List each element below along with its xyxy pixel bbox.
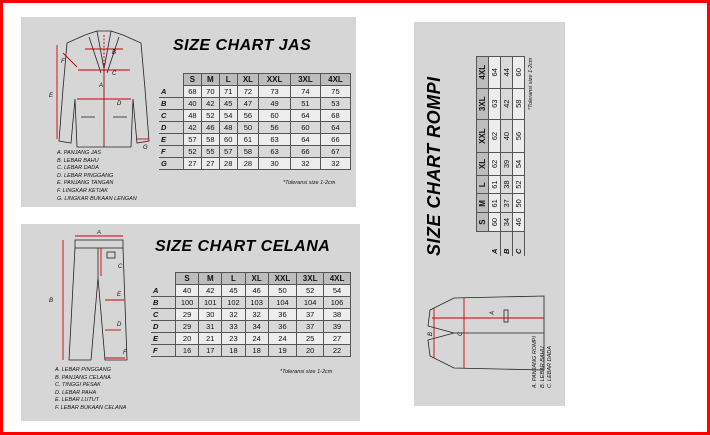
table-cell: 56 xyxy=(237,110,259,122)
table-row xyxy=(489,57,501,257)
table-cell: 39 xyxy=(501,153,513,176)
table-row xyxy=(159,86,351,98)
rompi-size-table xyxy=(476,56,525,256)
pants-label-d: D xyxy=(117,322,122,328)
table-cell: 42 xyxy=(184,122,202,134)
row-label: E xyxy=(159,134,184,146)
rompi-panel xyxy=(414,22,565,406)
table-cell: 60 xyxy=(290,122,320,134)
table-cell: 16 xyxy=(176,345,199,357)
jas-tolerance-note: *Toleransi size 1-2cm xyxy=(283,180,336,186)
table-cell: 20 xyxy=(297,345,324,357)
jas-legend-item: A. PANJANG JAS xyxy=(57,150,101,156)
rompi-title: SIZE CHART ROMPI xyxy=(424,76,444,256)
size-header: XL xyxy=(477,153,489,176)
table-cell: 22 xyxy=(324,345,351,357)
size-header: XXL xyxy=(477,119,489,152)
table-cell: 104 xyxy=(268,297,296,309)
table-header-row xyxy=(159,74,351,86)
table-cell: 66 xyxy=(320,134,350,146)
table-cell: 27 xyxy=(184,158,202,170)
table-cell: 72 xyxy=(237,86,259,98)
table-cell: 75 xyxy=(320,86,350,98)
row-label: B xyxy=(501,232,513,257)
jas-legend-item: G. LINGKAR BUKAAN LENGAN xyxy=(57,195,137,202)
table-cell: 49 xyxy=(259,98,291,110)
row-label: F xyxy=(151,345,176,357)
celana-legend-item: C. TINGGI PESAK xyxy=(55,382,101,389)
pants-label-e: E xyxy=(117,292,122,298)
table-cell: 52 xyxy=(513,175,525,194)
table-cell: 101 xyxy=(199,297,222,309)
table-cell: 36 xyxy=(268,309,296,321)
table-cell: 56 xyxy=(259,122,291,134)
rompi-rotated-content xyxy=(414,22,565,406)
table-cell: 54 xyxy=(219,110,237,122)
table-cell: 32 xyxy=(245,309,268,321)
table-cell: 34 xyxy=(501,213,513,232)
table-row xyxy=(151,321,351,333)
table-cell: 30 xyxy=(199,309,222,321)
table-row xyxy=(159,146,351,158)
row-label: D xyxy=(159,122,184,134)
row-label: F xyxy=(159,146,184,158)
row-label: D xyxy=(151,321,176,333)
table-cell: 60 xyxy=(219,134,237,146)
size-header: XXL xyxy=(259,74,291,86)
table-cell: 58 xyxy=(513,88,525,119)
table-cell: 50 xyxy=(513,194,525,213)
rompi-legend xyxy=(532,336,555,388)
size-header: 4XL xyxy=(477,57,489,89)
pants-label-f: F xyxy=(123,350,127,356)
table-cell: 27 xyxy=(324,333,351,345)
table-cell: 42 xyxy=(199,285,222,297)
size-header: XL xyxy=(245,273,268,285)
jacket-illustration xyxy=(45,29,163,151)
row-label: B xyxy=(151,297,176,309)
table-cell: 46 xyxy=(513,213,525,232)
jas-legend-item: B. LEBAR BAHU xyxy=(57,157,99,164)
table-cell: 54 xyxy=(324,285,351,297)
table-cell: 56 xyxy=(513,119,525,152)
table-cell: 40 xyxy=(184,98,202,110)
table-cell: 73 xyxy=(259,86,291,98)
size-header: 4XL xyxy=(324,273,351,285)
table-cell: 32 xyxy=(320,158,350,170)
row-label: A xyxy=(489,232,501,257)
jas-panel xyxy=(21,17,356,207)
table-cell: 50 xyxy=(237,122,259,134)
rompi-legend-item: A. PANJANG ROMPI xyxy=(532,336,538,388)
table-cell: 60 xyxy=(513,57,525,89)
table-row xyxy=(151,333,351,345)
jacket-label-f: F xyxy=(61,59,65,65)
table-cell: 61 xyxy=(489,194,501,213)
pants-label-c: C xyxy=(118,264,123,270)
table-cell: 64 xyxy=(290,134,320,146)
table-cell: 60 xyxy=(259,110,291,122)
size-header: M xyxy=(201,74,219,86)
pants-illustration xyxy=(45,230,145,366)
table-cell: 52 xyxy=(201,110,219,122)
table-cell: 58 xyxy=(201,134,219,146)
table-cell: 55 xyxy=(201,146,219,158)
jas-size-table xyxy=(159,73,351,170)
jas-legend-item: D. LEBAR PINGGANG xyxy=(57,172,114,179)
celana-legend xyxy=(55,367,126,413)
table-cell: 37 xyxy=(297,321,324,333)
table-cell: 46 xyxy=(245,285,268,297)
table-cell: 106 xyxy=(324,297,351,309)
table-cell: 64 xyxy=(290,110,320,122)
size-header: 3XL xyxy=(477,88,489,119)
celana-legend-item: B. PANJANG CELANA xyxy=(55,374,111,381)
table-cell: 57 xyxy=(184,134,202,146)
table-cell: 32 xyxy=(290,158,320,170)
table-cell: 63 xyxy=(259,134,291,146)
table-cell: 48 xyxy=(184,110,202,122)
table-row xyxy=(151,345,351,357)
celana-legend-item: A. LEBAR PINGGANG xyxy=(55,367,111,373)
table-cell: 36 xyxy=(268,321,296,333)
table-cell: 47 xyxy=(237,98,259,110)
table-cell: 38 xyxy=(501,175,513,194)
row-label: C xyxy=(151,309,176,321)
table-cell: 24 xyxy=(268,333,296,345)
table-header-row xyxy=(477,57,489,257)
size-header: 4XL xyxy=(320,74,350,86)
table-row xyxy=(159,158,351,170)
rompi-legend-item: C. LEBAR DADA xyxy=(547,346,554,388)
size-header: S xyxy=(184,74,202,86)
vest-label-c: C xyxy=(458,331,464,336)
table-cell: 39 xyxy=(324,321,351,333)
table-cell: 28 xyxy=(219,158,237,170)
table-row xyxy=(159,134,351,146)
table-cell: 46 xyxy=(201,122,219,134)
table-cell: 103 xyxy=(245,297,268,309)
table-cell: 34 xyxy=(245,321,268,333)
table-cell: 48 xyxy=(219,122,237,134)
table-cell: 42 xyxy=(501,88,513,119)
table-cell: 70 xyxy=(201,86,219,98)
table-row xyxy=(159,122,351,134)
size-header: S xyxy=(176,273,199,285)
table-cell: 29 xyxy=(176,321,199,333)
table-row xyxy=(151,297,351,309)
rompi-legend-item: B. LEBAR BAHU xyxy=(539,346,546,388)
vest-label-b: B xyxy=(428,331,434,336)
size-header: XL xyxy=(237,74,259,86)
celana-legend-item: F. LEBAR BUKAAN CELANA xyxy=(55,404,127,411)
table-header-row xyxy=(151,273,351,285)
table-cell: 37 xyxy=(297,309,324,321)
table-cell: 52 xyxy=(297,285,324,297)
pants-label-b: B xyxy=(49,298,54,304)
table-cell: 23 xyxy=(222,333,245,345)
table-cell: 20 xyxy=(176,333,199,345)
table-cell: 71 xyxy=(219,86,237,98)
table-cell: 64 xyxy=(489,57,501,89)
table-cell: 53 xyxy=(320,98,350,110)
table-cell: 102 xyxy=(222,297,245,309)
table-row xyxy=(513,57,525,257)
table-row xyxy=(151,285,351,297)
table-cell: 51 xyxy=(290,98,320,110)
table-cell: 18 xyxy=(222,345,245,357)
size-header: 3XL xyxy=(290,74,320,86)
table-row xyxy=(159,98,351,110)
table-cell: 30 xyxy=(259,158,291,170)
table-cell: 50 xyxy=(268,285,296,297)
row-label: C xyxy=(513,232,525,257)
table-cell: 32 xyxy=(222,309,245,321)
row-label: E xyxy=(151,333,176,345)
row-label: G xyxy=(159,158,184,170)
table-cell: 61 xyxy=(237,134,259,146)
size-header: L xyxy=(222,273,245,285)
table-cell: 42 xyxy=(201,98,219,110)
size-header: 3XL xyxy=(297,273,324,285)
jacket-label-c: C xyxy=(112,71,117,77)
table-cell: 18 xyxy=(245,345,268,357)
table-row xyxy=(501,57,513,257)
table-cell: 27 xyxy=(201,158,219,170)
celana-tolerance-note: *Toleransi size 1-2cm xyxy=(280,369,333,375)
table-cell: 17 xyxy=(199,345,222,357)
table-cell: 60 xyxy=(489,213,501,232)
rompi-tolerance-note: *Toleransi size 1-2cm xyxy=(528,57,534,110)
table-cell: 61 xyxy=(489,175,501,194)
table-cell: 57 xyxy=(219,146,237,158)
celana-title: SIZE CHART CELANA xyxy=(155,238,331,255)
jacket-label-g: G xyxy=(143,145,148,151)
table-row xyxy=(151,309,351,321)
table-cell: 54 xyxy=(513,153,525,176)
table-cell: 25 xyxy=(297,333,324,345)
table-cell: 63 xyxy=(259,146,291,158)
table-cell: 24 xyxy=(245,333,268,345)
size-header: L xyxy=(219,74,237,86)
vest-label-a: A xyxy=(490,310,496,315)
table-cell: 33 xyxy=(222,321,245,333)
table-cell: 21 xyxy=(199,333,222,345)
celana-panel xyxy=(21,224,360,421)
table-cell: 104 xyxy=(297,297,324,309)
jacket-label-e: E xyxy=(49,93,54,99)
table-cell: 37 xyxy=(501,194,513,213)
table-cell: 29 xyxy=(176,309,199,321)
jacket-label-a: A xyxy=(99,83,104,89)
celana-legend-item: D. LEBAR PAHA xyxy=(55,389,97,396)
table-cell: 66 xyxy=(290,146,320,158)
table-cell: 44 xyxy=(501,57,513,89)
jas-legend-item: C. LEBAR DADA xyxy=(57,165,99,172)
table-cell: 67 xyxy=(320,146,350,158)
pants-label-a: A xyxy=(97,230,102,236)
table-cell: 40 xyxy=(176,285,199,297)
table-cell: 68 xyxy=(320,110,350,122)
table-row xyxy=(159,110,351,122)
size-header: L xyxy=(477,175,489,194)
size-header: M xyxy=(477,194,489,213)
table-cell: 28 xyxy=(237,158,259,170)
table-cell: 45 xyxy=(222,285,245,297)
table-cell: 19 xyxy=(268,345,296,357)
size-header: M xyxy=(199,273,222,285)
table-cell: 100 xyxy=(176,297,199,309)
table-cell: 68 xyxy=(184,86,202,98)
row-label: B xyxy=(159,98,184,110)
jas-legend-item: E. PANJANG TANGAN xyxy=(57,180,114,187)
table-cell: 62 xyxy=(489,153,501,176)
size-header: S xyxy=(477,213,489,232)
row-label: A xyxy=(151,285,176,297)
celana-size-table xyxy=(151,272,351,357)
jacket-label-b: B xyxy=(112,50,117,56)
jacket-label-d: D xyxy=(117,101,122,107)
table-cell: 62 xyxy=(489,119,501,152)
row-label: A xyxy=(159,86,184,98)
jas-title: SIZE CHART JAS xyxy=(173,37,312,54)
jas-legend xyxy=(57,150,137,203)
table-cell: 64 xyxy=(320,122,350,134)
table-cell: 40 xyxy=(501,119,513,152)
table-cell: 38 xyxy=(324,309,351,321)
table-cell: 52 xyxy=(184,146,202,158)
table-cell: 63 xyxy=(489,88,501,119)
table-cell: 45 xyxy=(219,98,237,110)
table-cell: 31 xyxy=(199,321,222,333)
size-header: XXL xyxy=(268,273,296,285)
table-cell: 58 xyxy=(237,146,259,158)
jas-legend-item: F. LINGKAR KETIAK xyxy=(57,187,108,194)
table-cell: 74 xyxy=(290,86,320,98)
celana-legend-item: E. LEBAR LUTUT xyxy=(55,397,100,404)
row-label: C xyxy=(159,110,184,122)
